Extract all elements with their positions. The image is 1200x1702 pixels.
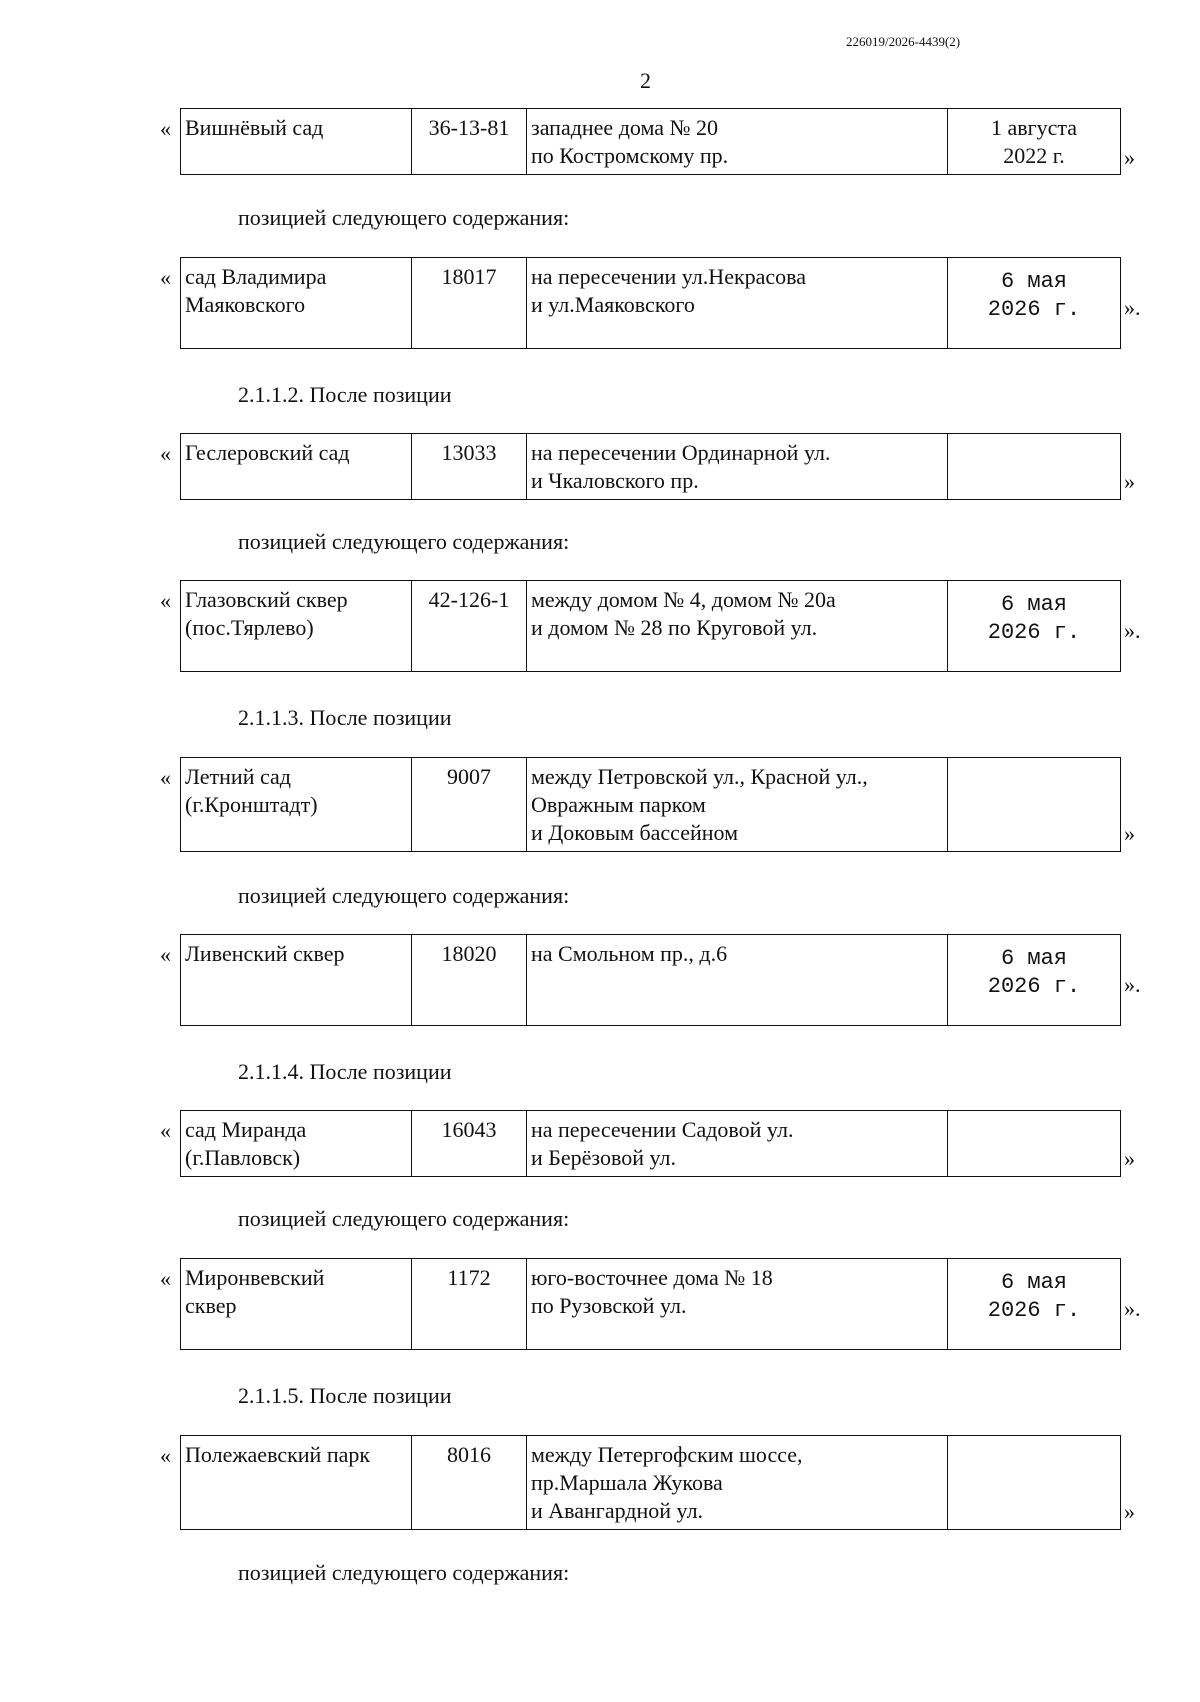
object-date: [948, 434, 1121, 500]
object-location: между Петергофским шоссе, пр.Маршала Жукова и Авангардной ул.: [527, 1436, 948, 1530]
object-name: сад Миранда (г.Павловск): [181, 1111, 412, 1177]
table-row: [180, 934, 1121, 1026]
object-location: между Петровской ул., Красной ул., Овражным парком и Доковым бассейном: [527, 758, 948, 852]
object-name: Глазовский сквер (пос.Тярлево): [181, 581, 412, 672]
table-row: [180, 580, 1121, 672]
table-row-block: [160, 257, 1160, 353]
table-row-block: [160, 1110, 1160, 1178]
object-date: 1 августа 2022 г.: [948, 109, 1121, 175]
table-row-block: [160, 1258, 1160, 1354]
table-row-block: [160, 108, 1160, 178]
open-quote: «: [160, 765, 171, 790]
close-quote: ».: [1124, 972, 1141, 997]
table-row: [180, 1435, 1121, 1530]
object-code: 18020: [412, 935, 527, 1026]
document-number: 226019/2026-4439(2): [846, 34, 961, 49]
table-row-block: [160, 757, 1160, 853]
object-date: [948, 1111, 1121, 1177]
table-row: [180, 108, 1121, 175]
object-location: на пересечении Ординарной ул. и Чкаловского пр.: [527, 434, 948, 500]
object-date: 6 мая 2026 г.: [948, 581, 1121, 672]
object-name: Ливенский сквер: [181, 935, 412, 1026]
paragraph-text: позицией следующего содержания:: [238, 529, 570, 554]
object-code: 42-126-1: [412, 581, 527, 672]
paragraph-text: позицией следующего содержания:: [238, 205, 570, 230]
object-name: сад Владимира Маяковского: [181, 258, 412, 349]
object-code: 16043: [412, 1111, 527, 1177]
paragraph-text: 2.1.1.4. После позиции: [238, 1059, 452, 1084]
table-row: [180, 1110, 1121, 1177]
object-name: Геслеровский сад: [181, 434, 412, 500]
open-quote: «: [160, 265, 171, 290]
object-code: 8016: [412, 1436, 527, 1530]
close-quote: »: [1124, 145, 1135, 170]
object-date: [948, 758, 1121, 852]
close-quote: ».: [1124, 1296, 1141, 1321]
paragraph-text: 2.1.1.5. После позиции: [238, 1383, 452, 1408]
table-row: [180, 1258, 1121, 1350]
open-quote: «: [160, 116, 171, 141]
table-row: [180, 433, 1121, 500]
close-quote: ».: [1124, 295, 1141, 320]
object-name: Миронвевский сквер: [181, 1259, 412, 1350]
open-quote: «: [160, 1266, 171, 1291]
close-quote: ».: [1124, 618, 1141, 643]
table-row-block: [160, 1435, 1160, 1531]
object-code: 9007: [412, 758, 527, 852]
close-quote: »: [1124, 821, 1135, 846]
object-code: 1172: [412, 1259, 527, 1350]
object-location: на пересечении Садовой ул. и Берёзовой ул.: [527, 1111, 948, 1177]
table-row-block: [160, 934, 1160, 1030]
object-name: Летний сад (г.Кронштадт): [181, 758, 412, 852]
object-location: юго-восточнее дома № 18 по Рузовской ул.: [527, 1259, 948, 1350]
object-date: 6 мая 2026 г.: [948, 1259, 1121, 1350]
object-date: 6 мая 2026 г.: [948, 258, 1121, 349]
object-code: 18017: [412, 258, 527, 349]
table-row-block: [160, 580, 1160, 676]
open-quote: «: [160, 441, 171, 466]
object-date: 6 мая 2026 г.: [948, 935, 1121, 1026]
object-name: Вишнёвый сад: [181, 109, 412, 175]
object-location: западнее дома № 20 по Костромскому пр.: [527, 109, 948, 175]
page-number: 2: [640, 68, 651, 93]
object-date: [948, 1436, 1121, 1530]
table-row: [180, 257, 1121, 349]
object-location: на пересечении ул.Некрасова и ул.Маяковского: [527, 258, 948, 349]
object-name: Полежаевский парк: [181, 1436, 412, 1530]
paragraph-text: 2.1.1.3. После позиции: [238, 705, 452, 730]
object-code: 13033: [412, 434, 527, 500]
table-row-block: [160, 433, 1160, 501]
close-quote: »: [1124, 1499, 1135, 1524]
close-quote: »: [1124, 469, 1135, 494]
open-quote: «: [160, 942, 171, 967]
open-quote: «: [160, 1443, 171, 1468]
table-row: [180, 757, 1121, 852]
object-location: между домом № 4, домом № 20а и домом № 28 по Круговой ул.: [527, 581, 948, 672]
paragraph-text: позицией следующего содержания:: [238, 883, 570, 908]
close-quote: »: [1124, 1146, 1135, 1171]
open-quote: «: [160, 588, 171, 613]
paragraph-text: позицией следующего содержания:: [238, 1560, 570, 1585]
paragraph-text: позицией следующего содержания:: [238, 1206, 570, 1231]
paragraph-text: 2.1.1.2. После позиции: [238, 382, 452, 407]
open-quote: «: [160, 1118, 171, 1143]
object-code: 36-13-81: [412, 109, 527, 175]
object-location: на Смольном пр., д.6: [527, 935, 948, 1026]
